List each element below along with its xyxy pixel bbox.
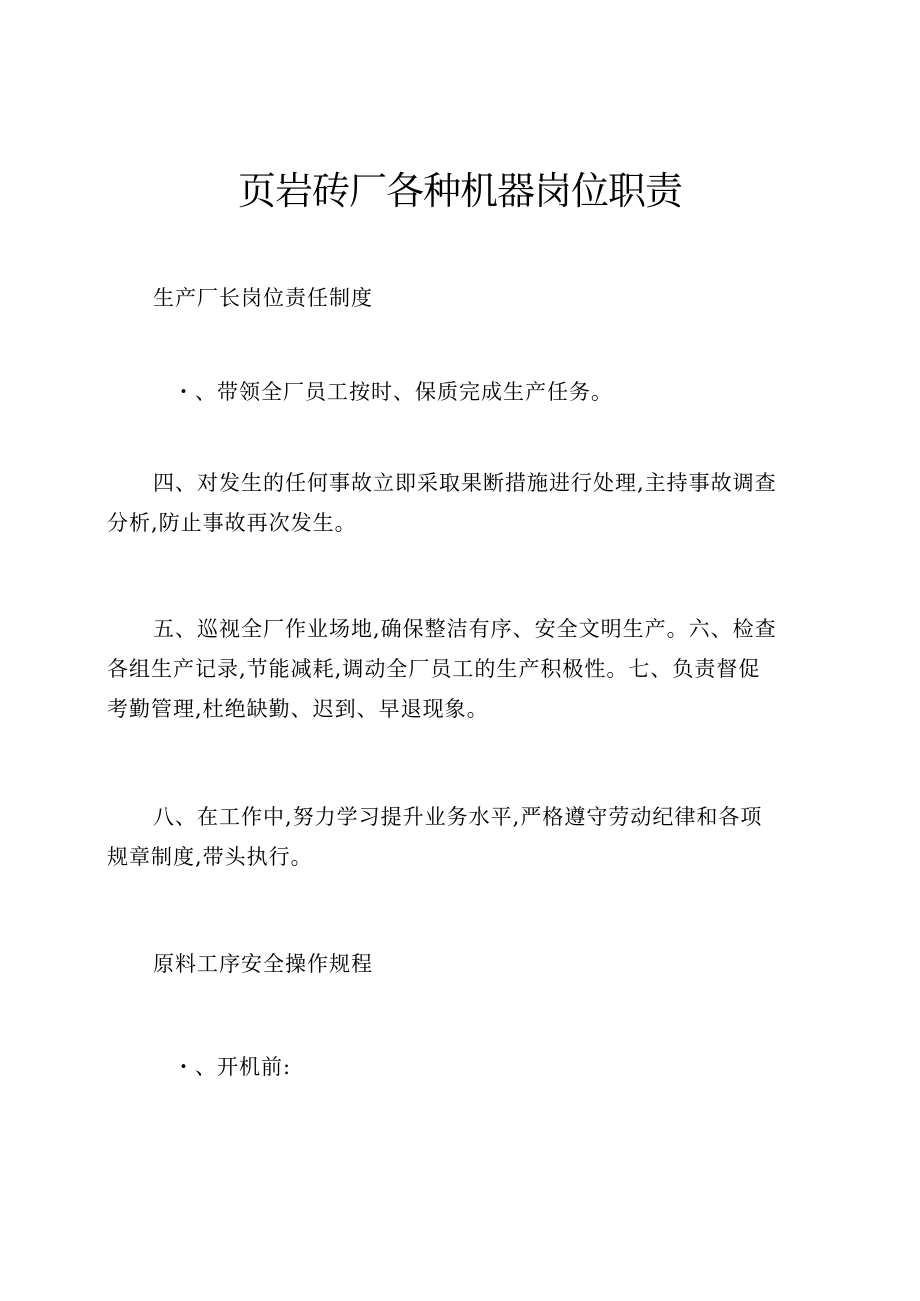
paragraph (107, 372, 817, 412)
paragraph-line: 考勤管理,杜绝缺勤、迟到、早退现象。 (107, 697, 489, 721)
paragraph (107, 463, 817, 543)
section-heading (107, 278, 817, 318)
paragraph-line: ・、带领全厂员工按时、保质完成生产任务。 (173, 380, 613, 404)
paragraph (107, 609, 817, 729)
paragraph-line: 规章制度,带头执行。 (107, 845, 313, 869)
paragraph-line: 各组生产记录,节能减耗,调动全厂员工的生产积极性。七、负责督促 (107, 657, 761, 681)
paragraph (107, 797, 817, 877)
paragraph-line: ・、开机前: (173, 1055, 292, 1079)
paragraph (107, 1047, 817, 1087)
paragraph-line: 八、在工作中,努力学习提升业务水平,严格遵守劳动纪律和各项 (153, 805, 763, 829)
section-heading-text: 原料工序安全操作规程 (153, 952, 373, 976)
section-heading (107, 944, 817, 984)
paragraph-line: 四、对发生的任何事故立即采取果断措施进行处理,主持事故调查 (153, 471, 777, 495)
document-title: 页岩砖厂各种机器岗位职责 (237, 169, 682, 213)
paragraph-line: 五、巡视全厂作业场地,确保整洁有序、安全文明生产。六、检查 (153, 617, 777, 641)
paragraph-line: 分析,防止事故再次发生。 (107, 511, 357, 535)
section-heading-text: 生产厂长岗位责任制度 (153, 286, 373, 310)
